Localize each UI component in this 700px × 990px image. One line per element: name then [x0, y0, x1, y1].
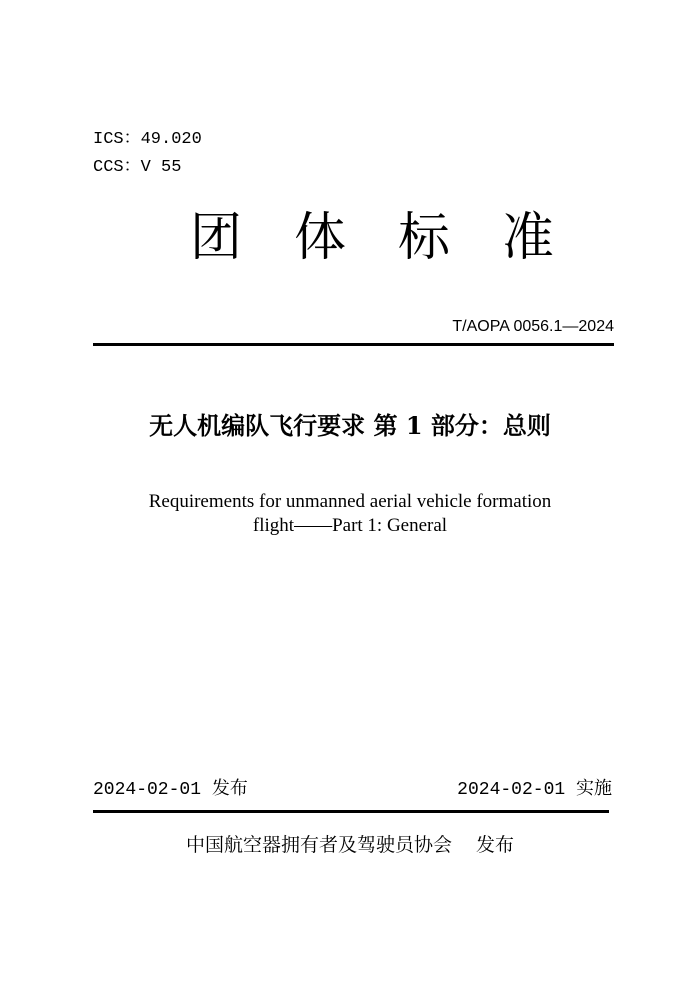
publish-date: 2024-02-01 发布	[93, 780, 248, 800]
english-title-line-1: Requirements for unmanned aerial vehicle formation	[148, 491, 552, 512]
top-divider	[93, 343, 614, 346]
implement-date: 2024-02-01 实施	[457, 780, 612, 800]
publisher-organization: 中国航空器拥有者及驾驶员协会	[185, 834, 452, 856]
ics-code: ICS：49.020	[93, 130, 202, 149]
publisher-action: 发布	[476, 834, 515, 856]
standard-number: T/AOPA 0056.1—2024	[452, 318, 614, 335]
publisher-line	[0, 832, 700, 858]
chinese-title: 无人机编队飞行要求 第 1 部分：总则	[149, 411, 551, 440]
standard-type-heading: 团体标准	[190, 208, 607, 268]
english-title-line-2: flight——Part 1: General	[252, 515, 448, 536]
ccs-code: CCS：V 55	[93, 158, 182, 177]
bottom-divider	[93, 810, 609, 813]
